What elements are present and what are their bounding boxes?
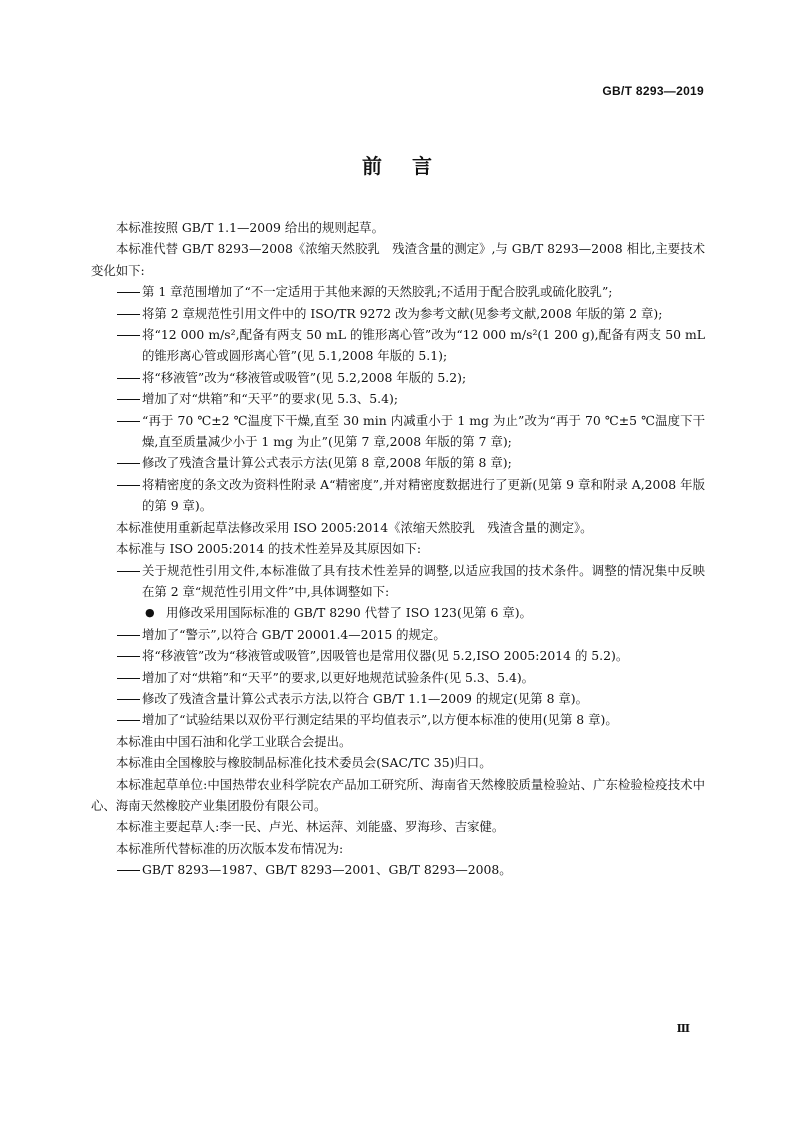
paragraph: 本标准由全国橡胶与橡胶制品标准化技术委员会(SAC/TC 35)归口。 [116,755,492,771]
page-number: Ⅲ [676,1022,690,1035]
bullet-icon: ● [145,606,155,620]
paragraph: 本标准由中国石油和化学工业联合会提出。 [116,733,352,749]
dash-item-text: 修改了残渣含量计算公式表示方法,以符合 GB/T 1.1—2009 的规定(见第 8 章)。 [142,690,589,706]
paragraph: 本标准按照 GB/T 1.1—2009 给出的规则起草。 [116,220,384,235]
dash-item [91,388,705,409]
paragraph: 本标准主要起草人:李一民、卢光、林运萍、刘能盛、罗海珍、吉家健。 [116,819,505,835]
dash-item-text: 将精密度的条文改为资料性附录 A“精密度”,并对精密度数据进行了更新(见第 9 章和附录 A,2008 年版的第 9 章)。 [142,476,705,514]
foreword-body [91,217,705,881]
dash-item-text: 关于规范性引用文件,本标准做了具有技术性差异的调整,以适应我国的技术条件。调整的情况集中反映在第 2 章“规范性引用文件”中,具体调整如下: [142,562,705,599]
dash-item-text: 将“移液管”改为“移液管或吸管”,因吸管也是常用仪器(见 5.2,ISO 2005:2014 的 5.2)。 [142,648,629,664]
dash-item-text: 增加了对“烘箱”和“天平”的要求(见 5.3、5.4); [142,391,398,407]
dash-item [91,688,705,709]
dash-item [91,709,705,730]
dash-item-text: 增加了“试验结果以双份平行测定结果的平均值表示”,以方便本标准的使用(见第 8 章)。 [142,712,618,728]
dash-item [91,452,705,473]
dash-item-text: 修改了残渣含量计算公式表示方法(见第 8 章,2008 年版的第 8 章); [142,455,512,471]
bullet-item [91,602,705,623]
paragraph: 本标准代替 GB/T 8293—2008《浓缩天然胶乳 残渣含量的测定》,与 GB/T 8293—2008 相比,主要技术变化如下: [91,241,705,278]
standard-code: GB/T 8293—2019 [602,84,704,98]
dash-item [91,367,705,388]
dash-item-text: 将第 2 章规范性引用文件中的 ISO/TR 9272 改为参考文献(见参考文献,2008 年版的第 2 章); [142,305,663,321]
paragraph: 本标准所代替标准的历次版本发布情况为: [116,840,344,856]
page-title: 前言 [362,154,462,178]
dash-item-text: 增加了对“烘箱”和“天平”的要求,以更好地规范试验条件(见 5.3、5.4)。 [142,669,535,685]
dash-item-text: 增加了“警示”,以符合 GB/T 20001.4—2015 的规定。 [142,626,446,642]
dash-item [91,859,705,880]
dash-item [91,474,705,517]
dash-item [91,410,705,453]
bullet-item-text: 用修改采用国际标准的 GB/T 8290 代替了 ISO 123(见第 6 章)。 [166,605,532,621]
dash-item-text: “再于 70 ℃±2 ℃温度下干燥,直至 30 min 内减重小于 1 mg 为止”改为“再于 70 ℃±5 ℃温度下干燥,直至质量减少小于 1 mg 为止”(见第 7 章,2008 年版的第 7 章); [142,412,705,450]
dash-item [91,667,705,688]
dash-item [91,560,705,603]
dash-item [91,303,705,324]
dash-item [91,624,705,645]
paragraph: 本标准使用重新起草法修改采用 ISO 2005:2014《浓缩天然胶乳 残渣含量的测定》。 [116,519,593,535]
dash-item-text: 将“12 000 m/s²,配备有两支 50 mL 的锥形离心管”改为“12 000 m/s²(1 200 g),配备有两支 50 mL 的锥形离心管或圆形离心管”(见 5.1,2008 年版的 5.1); [142,327,705,364]
paragraph: 本标准与 ISO 2005:2014 的技术性差异及其原因如下: [116,541,422,557]
dash-item [91,281,705,302]
dash-item-text: GB/T 8293—1987、GB/T 8293—2001、GB/T 8293—2008。 [142,862,512,878]
dash-item [91,324,705,367]
dash-item-text: 第 1 章范围增加了“不一定适用于其他来源的天然胶乳;不适用于配合胶乳或硫化胶乳”; [142,284,613,300]
paragraph: 本标准起草单位:中国热带农业科学院农产品加工研究所、海南省天然橡胶质量检验站、广东检验检疫技术中心、海南天然橡胶产业集团股份有限公司。 [91,776,705,813]
dash-item-text: 将“移液管”改为“移液管或吸管”(见 5.2,2008 年版的 5.2); [142,369,467,385]
dash-item [91,645,705,666]
